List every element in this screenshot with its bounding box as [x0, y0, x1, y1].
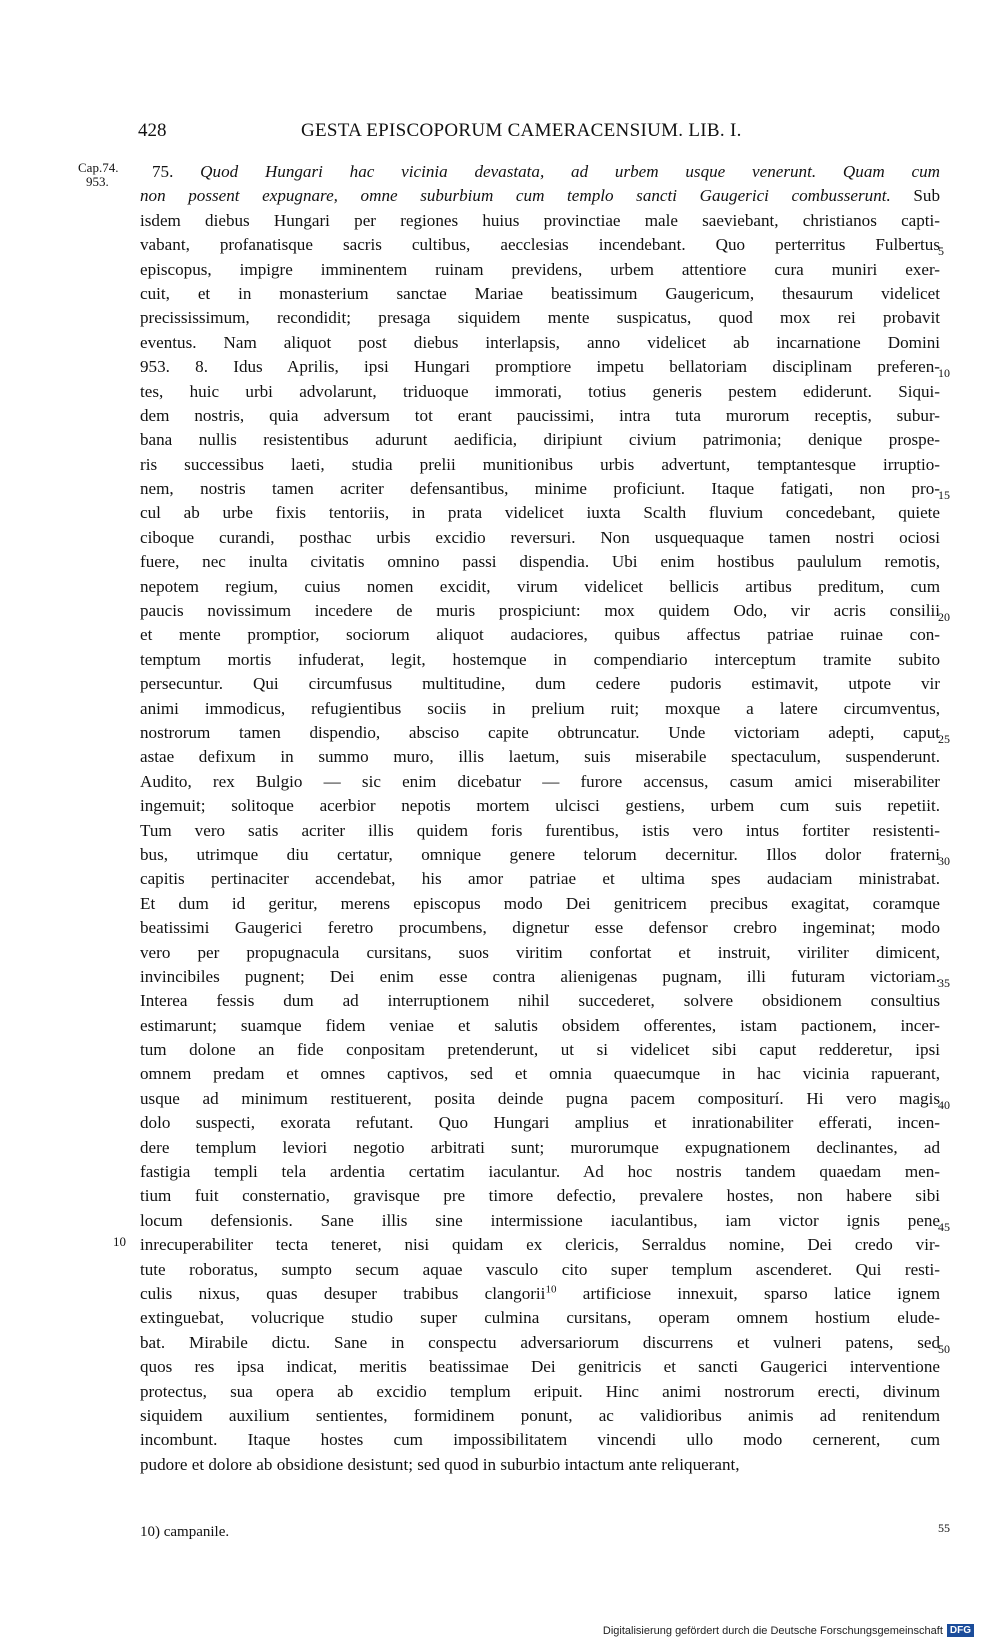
text-line: beatissimi Gaugerici feretro procumbens, dignetur esse defensor crebro ingeminat; modo: [140, 918, 940, 938]
digitization-credit: [603, 1624, 974, 1637]
text-line: nem, nostris tamen acriter defensantibus, minime proficiunt. Itaque fatigati, non pro-: [140, 479, 940, 499]
text-line: incombunt. Itaque hostes cum impossibilitatem vincendi ullo modo cernerent, cum: [140, 1430, 940, 1450]
text-line: vabant, profanatisque sacris cultibus, aecclesias incendebant. Quo perterritus Fulbertus: [140, 235, 940, 255]
text-line: astae defixum in summo muro, illis laetum, suis miserabile spectaculum, suspenderunt.: [140, 747, 940, 767]
text-line: Audito, rex Bulgio — sic enim dicebatur — furore accensus, casum amici miserabiliter: [140, 771, 940, 791]
text-line: dem nostris, quia adversum tot erant paucissimi, intra tuta murorum receptis, subur-: [140, 405, 940, 425]
text-line: cuit, et in monasterium sanctae Mariae beatissimum Gaugericum, thesaurum videlicet: [140, 283, 940, 303]
line-number: 15: [938, 487, 950, 502]
footnote: 10) campanile.: [140, 1524, 230, 1540]
text-line: tute roboratus, sumpto secum aquae vasculo cito super templum ascenderet. Qui resti-: [140, 1259, 940, 1279]
text-line: persecuntur. Qui circumfusus multitudine, dum cedere pudoris estimavit, utpote vir: [140, 674, 940, 694]
text-line: ris successibus laeti, studia prelii munitionibus urbis advertunt, temptantesque irruptio-: [140, 454, 940, 474]
margin-chapter: Cap.74.: [78, 160, 119, 175]
text-line: capitis pertinaciter accendebat, his amor patriae et ultima spes audaciam ministrabat.: [140, 869, 940, 889]
text-start: Sub: [913, 186, 941, 206]
text-line: vero per propugnacula cursitans, suos viritim confortat et instruit, viriliter dimicent,: [140, 942, 940, 962]
text-line: isdem diebus Hungari per regiones huius provinctiae male saeviebant, christianos capti-: [140, 210, 940, 230]
text-line: ingemuit; solitoque acerbior nepotis mortem ulcisci gestiens, urbem cum suis repetiit.: [140, 796, 940, 816]
text-lines-continued: [140, 1306, 940, 1477]
line-number: 50: [938, 1341, 950, 1356]
heading-line-2: [140, 184, 940, 208]
text-line: bana nullis resistentibus adurunt aedificia, diripiunt civium patrimonia; denique prospe-: [140, 430, 940, 450]
footnote-ref-line: [140, 1282, 940, 1306]
text-line: estimarunt; suamque fidem veniae et salutis obsidem offerentes, istam pactionem, incer-: [140, 1015, 940, 1035]
text-line: episcopus, impigre imminentem ruinam previdens, urbem attentiore cura muniri exer-: [140, 259, 940, 279]
text-line: pudore et dolore ab obsidione desistunt; sed quod in suburbio intactum ante reliquerant,: [140, 1454, 740, 1474]
line-number: 40: [938, 1097, 950, 1112]
text-line: nepotem regium, cuius nomen excidit, virum videlicet bellicis artibus preditum, cum: [140, 576, 940, 596]
text-line: paucis novissimum incedere de muris prospiciunt: mox quidem Odo, vir acris consilii: [140, 601, 940, 621]
text-line: inrecuperabiliter tecta teneret, nisi quidam ex clericis, Serraldus nomine, Dei credo vir-: [140, 1235, 940, 1255]
text-line: omnem predam et omnes captivos, sed et omnia quaecumque in hac vicinia rapuerant,: [140, 1064, 940, 1084]
page-title: GESTA EPISCOPORUM CAMERACENSIUM. LIB. I.: [301, 120, 742, 141]
footnote-reference: 10: [545, 1283, 557, 1296]
text-line: dere templum leviori negotio arbitrati sunt; murorumque expugnationem declinantes, ad: [140, 1137, 940, 1157]
text-line: dolo suspecti, exorata refutant. Quo Hungari amplius et inrationabiliter efferati, incen-: [140, 1113, 940, 1133]
text-line: invincibiles pugnent; Dei enim esse contra alienigenas pugnam, illi futuram victoriam.: [140, 966, 940, 986]
dfg-logo: DFG: [947, 1624, 974, 1637]
text-line: protectus, sua opera ab excidio templum eripuit. Hinc animi nostrorum erecti, divinum: [140, 1381, 940, 1401]
text-line: fastigia templi tela ardentia certatim iaculantur. Ad hoc nostris tandem quaedam men-: [140, 1162, 940, 1182]
chapter-heading-part2: non possent expugnare, omne suburbium cum templo sancti Gaugerici combusserunt.: [140, 186, 891, 206]
credit-text: Digitalisierung gefördert durch die Deutsche Forschungsgemeinschaft: [602, 1624, 943, 1637]
margin-footnote-number: 10: [113, 1234, 126, 1249]
line-number: 45: [938, 1219, 950, 1234]
text-lines: [140, 209, 940, 1282]
text-line: locum defensionis. Sane illis sine intermissione iaculantibus, iam victor ignis pene: [140, 1210, 940, 1230]
text-line: bat. Mirabile dictu. Sane in conspectu adversariorum discurrens et vulneri patens, sed: [140, 1332, 940, 1352]
text-line: siquidem auxilium sentientes, formidinem ponunt, ac validioribus animis ad renitendum: [140, 1405, 940, 1425]
chapter-heading-tail: Quam cum: [842, 162, 940, 181]
text-line: 953. 8. Idus Aprilis, ipsi Hungari promptiore impetu bellatoriam disciplinam preferen-: [140, 357, 940, 377]
text-line: animi immodicus, refugientibus sociis in prelium ruit; moxque a latere circumventus,: [140, 698, 940, 718]
text-line: extinguebat, volucrique studio super culmina cursitans, operam omnem hostium elude-: [140, 1308, 940, 1328]
page-number: 428: [138, 120, 167, 141]
text-line: quos res ipsa indicat, meritis beatissimae Dei genitricis et sancti Gaugerici interventione: [140, 1357, 940, 1377]
text-line: temptum mortis infuderat, legit, hostemque in compendiario interceptum tramite subito: [140, 649, 940, 669]
line-number: 35: [938, 975, 950, 990]
footnote-line-post: artificiose innexuit, sparso latice ignem: [556, 1283, 940, 1303]
line-number: 5: [938, 243, 944, 258]
text-line: tium fuit consternatio, gravisque pre timore defectio, prevalere hostes, non habere sibi: [140, 1186, 940, 1206]
chapter-number: 75.: [152, 162, 174, 181]
text-line: Interea fessis dum ad interruptionem nihil succederet, solvere obsidionem consultius: [140, 991, 940, 1011]
text-line: bus, utrimque diu certatur, omnique genere telorum decernitur. Illos dolor fraterni: [140, 844, 940, 864]
line-number: 30: [938, 853, 950, 868]
text-line: usque ad minimum restituerent, posita deinde pugna pacem compositurí. Hi vero magis: [140, 1088, 940, 1108]
line-number: 10: [938, 365, 950, 380]
line-number: 20: [938, 609, 950, 624]
text-line: fuere, nec inulta civitatis omnino passi dispendia. Ubi enim hostibus paululum remotis,: [140, 552, 940, 572]
text-line: precississimum, recondidit; presaga siquidem mente suspicatus, quod mox rei probavit: [140, 308, 940, 328]
body-text: [140, 160, 940, 1477]
text-line: tes, huic urbi advolarunt, triduoque immorati, totius generis pestem ediderunt. Siqui-: [140, 381, 940, 401]
text-line: Et dum id geritur, merens episcopus modo Dei genitricem precibus exagitat, coramque: [140, 893, 940, 913]
text-line: tum dolone an fide conpositam pretenderunt, ut si videlicet sibi caput redderetur, ipsi: [140, 1040, 940, 1060]
text-line: nostrorum tamen dispendio, absciso capite obtruncatur. Unde victoriam adepti, caput: [140, 722, 940, 742]
text-line: eventus. Nam aliquot post diebus interlapsis, anno videlicet ab incarnatione Domini: [140, 332, 940, 352]
text-line: ciboque curandi, posthac urbis excidio reversuri. Non usquequaque tamen nostri ociosi: [140, 527, 940, 547]
text-line: cul ab urbe fixis tentoriis, in prata videlicet iuxta Scalth fluvium concedebant, quiete: [140, 503, 940, 523]
footnote-line-pre: culis nixus, quas desuper trabibus clangorii: [140, 1283, 546, 1303]
heading-line: [140, 160, 940, 184]
line-number: 55: [938, 1521, 950, 1535]
line-number: 25: [938, 731, 950, 746]
text-line: et mente promptior, sociorum aliquot audaciores, quibus affectus patriae ruinae con-: [140, 625, 940, 645]
margin-year: 953.: [86, 174, 109, 189]
text-line: Tum vero satis acriter illis quidem foris furentibus, istis vero intus fortiter resistenti-: [140, 820, 940, 840]
chapter-heading-part1: Quod Hungari hac vicinia devastata, ad urbem usque venerunt.: [200, 162, 817, 181]
